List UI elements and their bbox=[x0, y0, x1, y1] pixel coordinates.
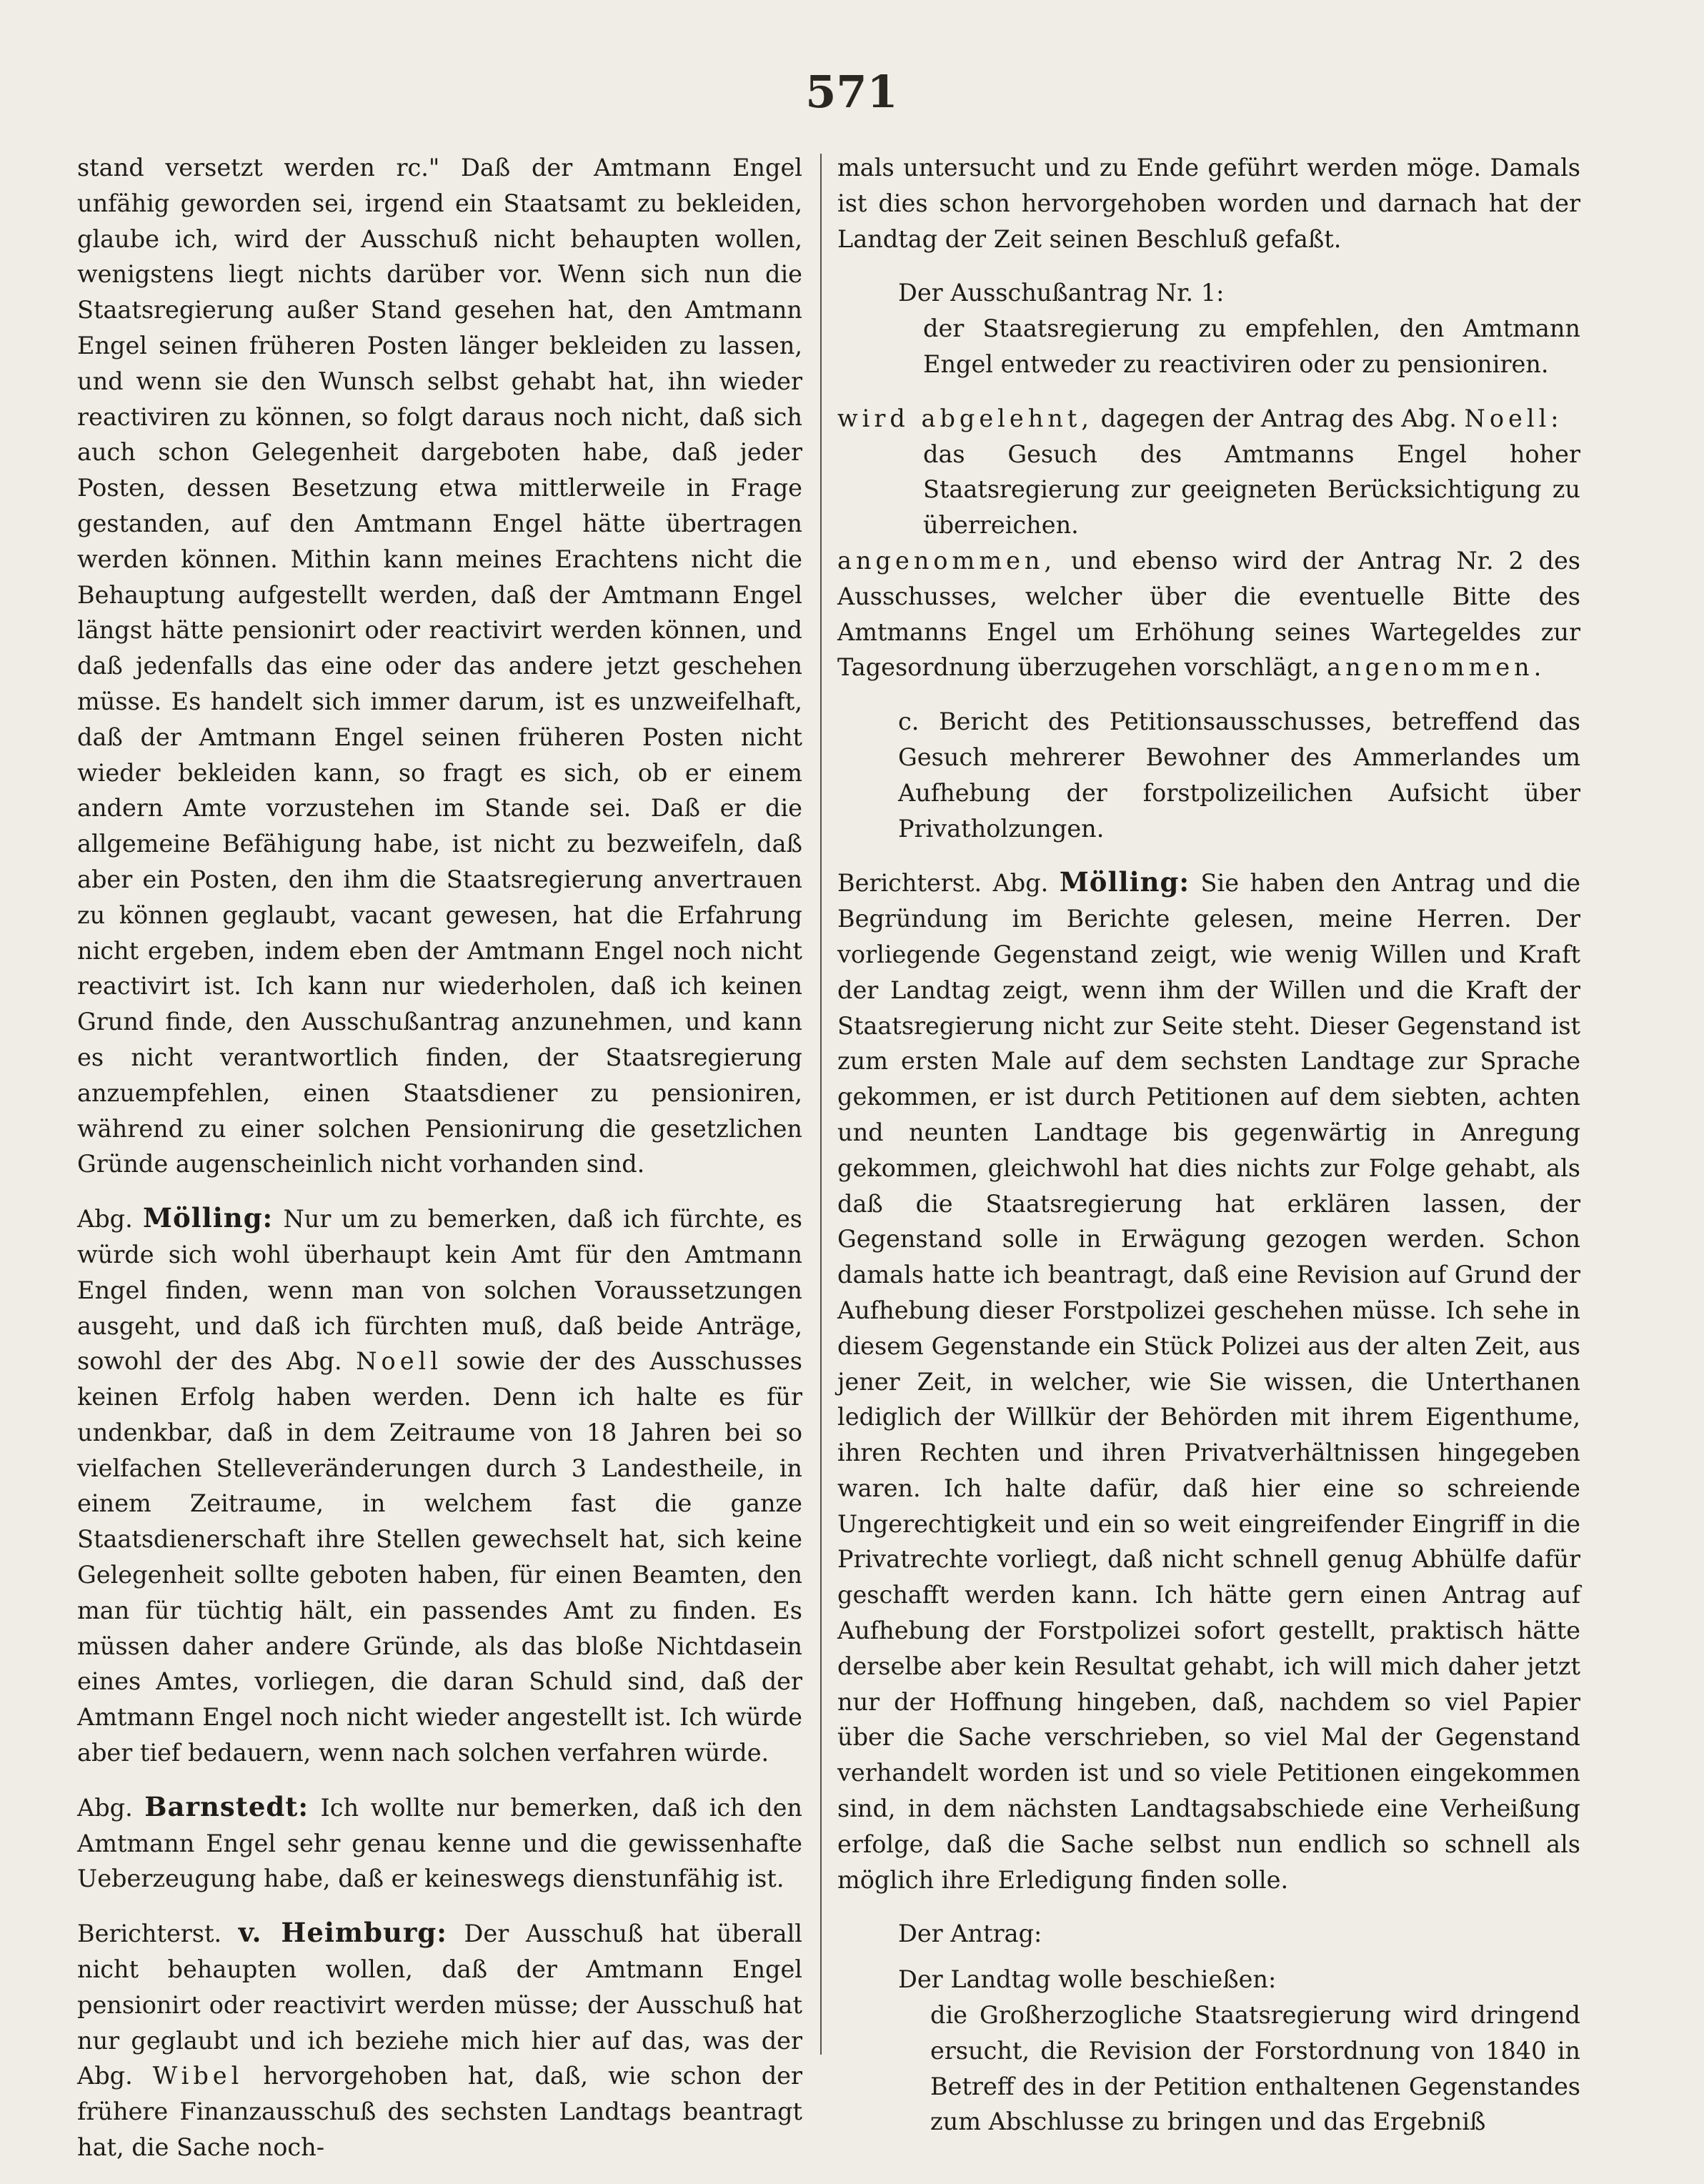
speaker-title: Berichterst. bbox=[77, 1920, 239, 1948]
spaced-word: angenommen, bbox=[837, 546, 1057, 575]
right-column bbox=[837, 150, 1580, 2158]
paragraph: stand versetzt werden rc." Daß der Amtmann Engel unfähig geworden sei, irgend ein Staatsamt zu bekleiden, glaube ich, wird der Ausschuß nicht behaupten wollen, wenigstens liegt nichts darüber vor. Wenn sich nun die Staatsregierung außer Stand gesehen hat, den Amtmann Engel seinen früheren Posten länger bekleiden zu lassen, und wenn sie den Wunsch selbst gehabt hat, ihn wieder reactiviren zu können, so folgt daraus noch nicht, daß sich auch schon Gelegenheit dargeboten habe, daß jeder Posten, dessen Besetzung etwa mittlerweile in Frage gestanden, auf den Amtmann Engel hätte übertragen werden können. Mithin kann meines Erachtens nicht die Behauptung aufgestellt werden, daß der Amtmann Engel längst hätte pensionirt oder reactivirt werden können, und daß jedenfalls das eine oder das andere jetzt geschehen müsse. Es handelt sich immer darum, ist es unzweifelhaft, daß der Amtmann Engel seinen früheren Posten nicht wieder bekleiden kann, so fragt es sich, ob er einem andern Amte vorzustehen im Stande sei. Daß er die allgemeine Befähigung habe, ist nicht zu bezweifeln, daß aber ein Posten, den ihm die Staatsregierung anvertrauen zu können geglaubt, vacant gewesen, hat die Erfahrung nicht ergeben, indem eben der Amtmann Engel noch nicht reactivirt ist. Ich kann nur wiederholen, daß ich keinen Grund finde, den Ausschußantrag anzunehmen, und kann es nicht verantwortlich finden, der Staatsregierung anzuempfehlen, einen Staatsdiener zu pensioniren, während zu einer solchen Pensionirung die gesetzlichen Gründe augenscheinlich nicht vorhanden sind. bbox=[77, 154, 802, 1178]
paragraph-heimburg bbox=[77, 1915, 802, 2165]
speech-text: sowie der des Ausschusses keinen Erfolg haben werden. Denn ich halte es für undenkbar, daß in dem Zeitraume von 18 Jahren bei so vielfachen Stelleveränderungen durch 3 Landestheile, in einem Zeitraume, in welchem fast die ganze Staatsdienerschaft ihre Stellen gewechselt hat, sich keine Gelegenheit sollte geboten haben, für einen Beamten, den man für tüchtig hält, ein passendes Amt zu finden. Es müssen daher andere Gründe, als das bloße Nichtdasein eines Amtes, vorliegen, die daran Schuld sind, daß der Amtmann Engel noch nicht wieder angestellt ist. Ich würde aber tief bedauern, wenn nach solchen verfahren würde. bbox=[77, 1347, 802, 1767]
speaker-title: Abg. bbox=[77, 1205, 143, 1234]
paragraph-moelling bbox=[77, 1201, 802, 1771]
left-column bbox=[77, 150, 802, 2184]
page-number: 571 bbox=[805, 66, 898, 118]
acceptance-line bbox=[837, 543, 1580, 685]
speaker-title: Abg. bbox=[77, 1793, 145, 1822]
speaker-name: Barnstedt: bbox=[144, 1790, 309, 1822]
paragraph-moelling-report bbox=[837, 865, 1580, 1897]
antrag-intro: Der Landtag wolle beschießen: bbox=[898, 1965, 1277, 1994]
antrag-label: Der Antrag: bbox=[898, 1920, 1042, 1948]
speaker-name: v. Heimburg: bbox=[238, 1917, 447, 1949]
motion-text: das Gesuch des Amtmanns Engel hoher Staatsregierung zur geeigneten Berücksichtigung zu überreichen. bbox=[923, 440, 1580, 540]
speech-text: Der Ausschuß hat überall nicht behaupten wollen, daß der Amtmann Engel pensionirt oder reactivirt werden müsse; der Ausschuß hat nur geglaubt und ich beziehe mich hier auf das, was der Abg. bbox=[77, 1920, 802, 2090]
motion-text: der Staatsregierung zu empfehlen, den Amtmann Engel entweder zu reactiviren oder zu pensioniren. bbox=[923, 314, 1580, 378]
speech-text: Sie haben den Antrag und die Begründung im Berichte gelesen, meine Herren. Der vorliegende Gegenstand zeigt, wie wenig Willen und Kraft der Landtag zeigt, wenn ihm der Willen und die Kraft der Staatsregierung nicht zur Seite steht. Dieser Gegenstand ist zum ersten Male auf dem sechsten Landtage zur Sprache gekommen, er ist durch Petitionen auf dem siebten, achten und neunten Landtage bis gegenwärtig in Anregung gekommen, gleichwohl hat dies nichts zur Folge gehabt, als daß die Staatsregierung hat erklären lassen, der Gegenstand solle in Erwägung gezogen werden. Schon damals hatte ich beantragt, daß eine Revision auf Grund der Aufhebung dieser Forstpolizei geschehen müsse. Ich sehe in diesem Gegenstande ein Stück Polizei aus der alten Zeit, aus jener Zeit, in welcher, wie Sie wissen, die Unterthanen lediglich der Willkür der Behörden mit ihrem Eigenthume, ihren Rechten und ihren Privatverhältnissen hingegeben waren. Ich halte dafür, daß hier eine so schreiende Ungerechtigkeit und ein so weit eingreifender Eingriff in die Privatrechte vorliegt, daß nicht schnell genug Abhülfe dafür geschafft werden kann. Ich hätte gern einen Antrag auf Aufhebung der Forstpolizei sofort gestellt, praktisch hätte derselbe aber kein Resultat gehabt, ich will mich daher jetzt nur der Hoffnung hingeben, daß, nachdem so viel Papier über die Sache verschrieben, so viel Mal der Gegenstand verhandelt worden ist und so viele Petitionen eingekommen sind, in dem nächsten Landtagsabschiede eine Verheißung erfolge, daß die Sache selbst nun endlich so schnell als möglich ihre Erledigung finden solle. bbox=[837, 869, 1580, 1894]
paragraph-barnstedt bbox=[77, 1790, 802, 1897]
rejection-line bbox=[837, 401, 1580, 437]
text: dagegen der Antrag des Abg. bbox=[1092, 404, 1465, 432]
spaced-name: Noell bbox=[356, 1347, 442, 1376]
section-heading: c. Bericht des Petitionsausschusses, betreffend das Gesuch mehrerer Bewohner des Ammerlandes um Aufhebung der forstpolizeilichen Aufsicht über Privatholzungen. bbox=[898, 708, 1580, 843]
speaker-title: Berichterst. Abg. bbox=[837, 869, 1060, 898]
speech-text: hervorgehoben hat, daß, wie schon der frühere Finanzausschuß des sechsten Landtags beantragt hat, die Sache noch- bbox=[77, 2062, 802, 2162]
speaker-name: Mölling: bbox=[142, 1202, 274, 1234]
spaced-word: angenommen. bbox=[1327, 653, 1546, 682]
paragraph: mals untersucht und zu Ende geführt werden möge. Damals ist dies schon hervorgehoben worden und darnach hat der Landtag der Zeit seinen Beschluß gefaßt. bbox=[837, 154, 1580, 253]
speaker-name: Mölling: bbox=[1059, 866, 1190, 898]
antrag-text: die Großherzogliche Staatsregierung wird dringend ersucht, die Revision der Forstordnung von 1840 in Betreff des in der Petition enthaltenen Gegenstandes zum Abschlusse zu bringen und das Ergebniß bbox=[930, 2001, 1580, 2136]
spaced-name: Noell: bbox=[1464, 404, 1563, 432]
spaced-word: wird abgelehnt, bbox=[837, 404, 1093, 432]
speech-text: Ich wollte nur bemerken, daß ich den Amtmann Engel sehr genau kenne und die gewissenhafte Ueberzeugung habe, daß er keineswegs dienstunfähig ist. bbox=[77, 1793, 802, 1893]
text: und ebenso wird der Antrag Nr. 2 des Ausschusses, welcher über die eventuelle Bitte des Amtmanns Engel um Erhöhung seines Wartegeldes zur Tagesordnung überzugehen vorschlägt, bbox=[837, 546, 1580, 682]
spaced-name: Wibel bbox=[152, 2062, 244, 2090]
column-divider bbox=[820, 154, 822, 2055]
motion-label: Der Ausschußantrag Nr. 1: bbox=[898, 279, 1225, 307]
speech-text: Nur um zu bemerken, daß ich fürchte, es würde sich wohl überhaupt kein Amt für den Amtmann Engel finden, wenn man von solchen Voraussetzungen ausgeht, und daß ich fürchten muß, daß beide Anträge, sowohl der des Abg. bbox=[77, 1205, 802, 1376]
